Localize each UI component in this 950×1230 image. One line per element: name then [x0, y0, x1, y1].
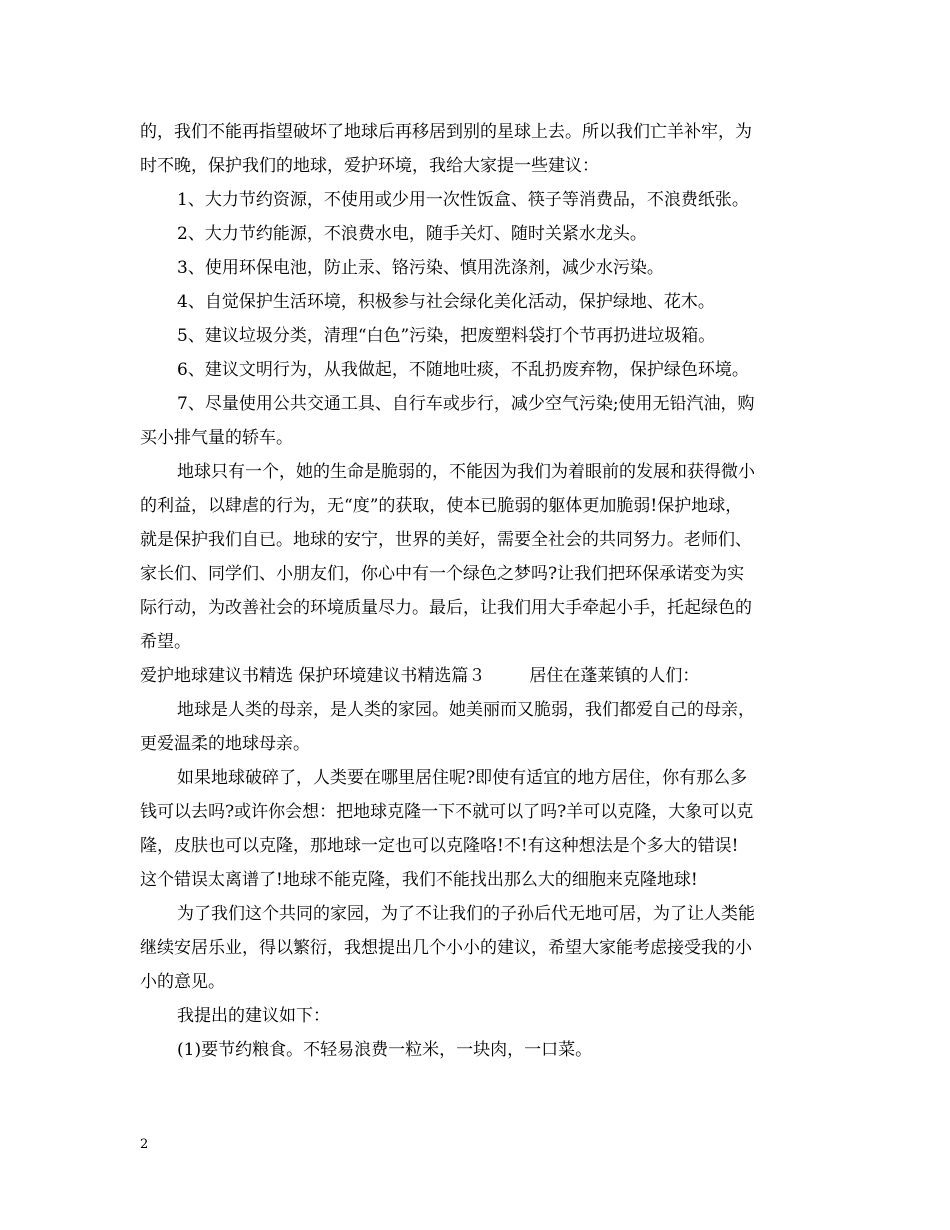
paragraph-line: 的，我们不能再指望破坏了地球后再移居到别的星球上去。所以我们亡羊补牢，为: [140, 122, 752, 142]
paragraph-line: 时不晚，保护我们的地球，爱护环境，我给大家提一些建议：: [140, 156, 599, 176]
section-title: 爱护地球建议书精选 保护环境建议书精选篇３: [140, 666, 486, 686]
suggestion-item: 6、建议文明行为，从我做起，不随地吐痰，不乱扔废弃物，保护绿色环境。: [177, 360, 749, 380]
suggestion-item: 4、自觉保护生活环境，积极参与社会绿化美化活动，保护绿地、花木。: [177, 292, 715, 312]
paragraph-line: 隆，皮肤也可以克隆，那地球一定也可以克隆咯!不!有这种想法是个多大的错误!: [140, 836, 739, 856]
page-number: 2: [140, 1137, 149, 1152]
suggestion-item: 2、大力节约能源，不浪费水电，随手关灯、随时关紧水龙头。: [177, 224, 647, 244]
paragraph-line: 小的意见。: [140, 972, 225, 992]
suggestion-item: 5、建议垃圾分类，清理“白色”污染，把废塑料袋打个节再扔进垃圾箱。: [177, 326, 716, 346]
paragraph-line: 希望。: [140, 632, 191, 652]
section-heading: [140, 659, 820, 693]
paragraph-line: 我提出的建议如下：: [177, 1006, 330, 1026]
paragraph-line: 地球是人类的母亲，是人类的家园。她美丽而又脆弱，我们都爱自己的母亲，: [177, 700, 755, 720]
suggestion-item: 7、尽量使用公共交通工具、自行车或步行，减少空气污染;使用无铅汽油，购: [177, 394, 755, 414]
suggestion-item: 1、大力节约资源，不使用或少用一次性饭盒、筷子等消费品，不浪费纸张。: [177, 190, 749, 210]
paragraph-line: 如果地球破碎了，人类要在哪里居住呢?即使有适宜的地方居住，你有那么多: [177, 768, 748, 788]
salutation: 居住在蓬莱镇的人们：: [529, 666, 700, 686]
paragraph-line: 继续安居乐业，得以繁衍，我想提出几个小小的建议，希望大家能考虑接受我的小: [140, 938, 752, 958]
paragraph-line: 际行动，为改善社会的环境质量尽力。最后，让我们用大手牵起小手，托起绿色的: [140, 598, 752, 618]
document-body: [140, 115, 820, 1067]
paragraph-line: 地球只有一个，她的生命是脆弱的，不能因为我们为着眼前的发展和获得微小: [177, 462, 755, 482]
paragraph-line: 就是保护我们自已。地球的安宁，世界的美好，需要全社会的共同努力。老师们、: [140, 530, 752, 550]
paragraph-line: 为了我们这个共同的家园，为了不让我们的子孙后代无地可居，为了让人类能: [177, 904, 755, 924]
paragraph-line: 买小排气量的轿车。: [140, 428, 293, 448]
paragraph-line: 家长们、同学们、小朋友们，你心中有一个绿色之梦吗?让我们把环保承诺变为实: [140, 564, 745, 584]
paragraph-line: 的利益，以肆虐的行为，无“度”的获取，使本已脆弱的躯体更加脆弱!保护地球，: [140, 496, 743, 516]
paragraph-line: 这个错误太离谱了!地球不能克隆，我们不能找出那么大的细胞来克隆地球!: [140, 870, 698, 890]
suggestion-item: 3、使用环保电池，防止汞、铬污染、慎用洗涤剂，减少水污染。: [177, 258, 664, 278]
paragraph-line: 更爱温柔的地球母亲。: [140, 734, 310, 754]
paragraph-line: 钱可以去吗?或许你会想：把地球克隆一下不就可以了吗?羊可以克隆，大象可以克: [140, 802, 754, 822]
suggestion-item: (1)要节约粮食。不轻易浪费一粒米，一块肉，一口菜。: [177, 1040, 593, 1060]
